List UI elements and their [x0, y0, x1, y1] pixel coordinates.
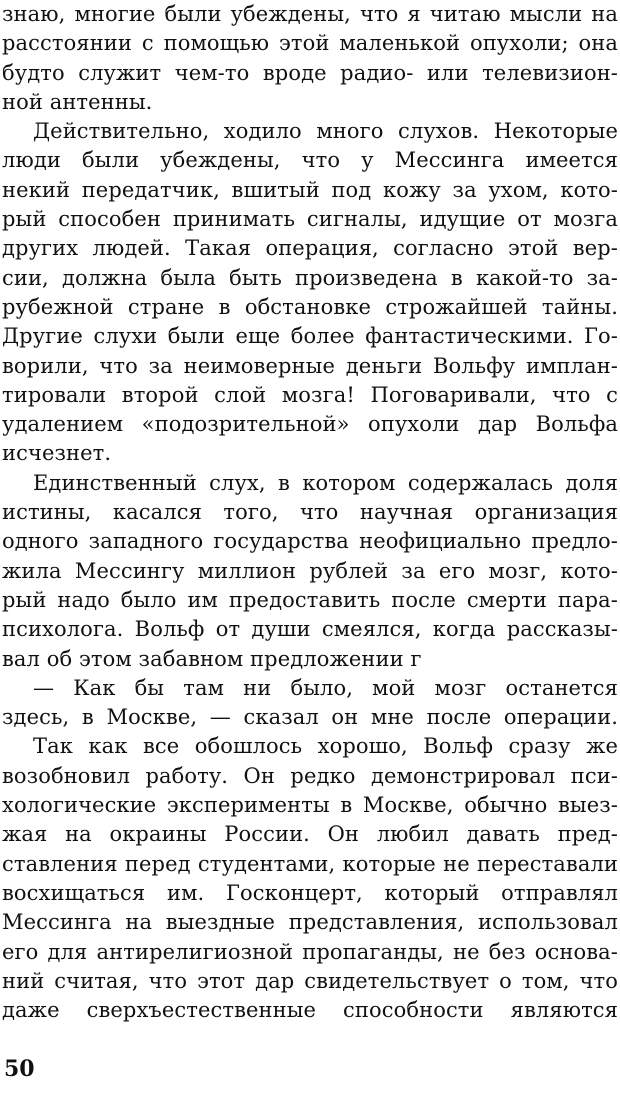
text-line: расстоянии с помощью этой маленькой опухоли; она — [2, 31, 618, 56]
text-line: истины, касался того, что научная организация — [2, 500, 618, 525]
text-line: ний считая, что этот дар свидетельствует о том, что — [2, 968, 618, 993]
text-line: психолога. Вольф от души смеялся, когда рассказы- — [2, 617, 618, 642]
text-line: даже сверхъестественные способности являются — [2, 998, 618, 1023]
text-line: жая на окраины России. Он любил давать пред- — [2, 822, 618, 847]
text-line: тировали второй слой мозга! Поговаривали, что с — [2, 382, 618, 407]
text-line: Мессинга на выездные представления, использовал — [2, 910, 618, 935]
text-line: здесь, в Москве, — сказал он мне после операции. — [2, 705, 618, 730]
text-line: ставления перед студентами, которые не переставали — [2, 851, 618, 876]
text-line: Другие слухи были еще более фантастическими. Го- — [2, 324, 618, 349]
text-line: Так как все обошлось хорошо, Вольф сразу же — [33, 734, 618, 759]
text-line: восхищаться им. Госконцерт, который отправлял — [2, 880, 618, 905]
text-line: хологические эксперименты в Москве, обычно выез- — [2, 793, 618, 818]
text-line: удалением «подозрительной» опухоли дар Вольфа — [2, 412, 618, 437]
text-line: — Как бы там ни было, мой мозг останется — [33, 675, 618, 700]
text-line: других людей. Такая операция, согласно этой вер- — [2, 236, 618, 261]
text-line: некий передатчик, вшитый под кожу за ухом, кото- — [2, 177, 618, 202]
text-line: Действительно, ходило много слухов. Некоторые — [33, 119, 618, 144]
text-line: рый способен принимать сигналы, идущие от мозга — [2, 207, 618, 232]
text-line: Единственный слух, в котором содержалась доля — [33, 470, 618, 495]
text-line: будто служит чем-то вроде радио- или телевизион- — [2, 60, 618, 85]
text-line: жила Мессингу миллион рублей за его мозг, кото- — [2, 558, 618, 583]
text-line: вал об этом забавном предложении г — [2, 646, 422, 671]
text-line: одного западного государства неофициально предло- — [2, 529, 618, 554]
text-line: его для антирелигиозной пропаганды, не без основа- — [2, 939, 618, 964]
text-line: рый надо было им предоставить после смерти пара- — [2, 587, 618, 612]
text-line: ворили, что за неимоверные деньги Вольфу имплан- — [2, 353, 618, 378]
text-line: возобновил работу. Он редко демонстрировал пси- — [2, 763, 618, 788]
text-line: знаю, многие были убеждены, что я читаю мысли на — [2, 2, 618, 26]
text-line: ной антенны. — [2, 89, 153, 114]
page-body — [2, 0, 618, 1025]
text-line: рубежной стране в обстановке строжайшей тайны. — [2, 294, 618, 319]
text-line: исчезнет. — [2, 441, 112, 466]
text-line: люди были убеждены, что у Мессинга имеется — [2, 148, 618, 173]
page-number: 50 — [4, 1056, 35, 1082]
text-line: сии, должна была быть произведена в какой-то за- — [2, 265, 618, 290]
